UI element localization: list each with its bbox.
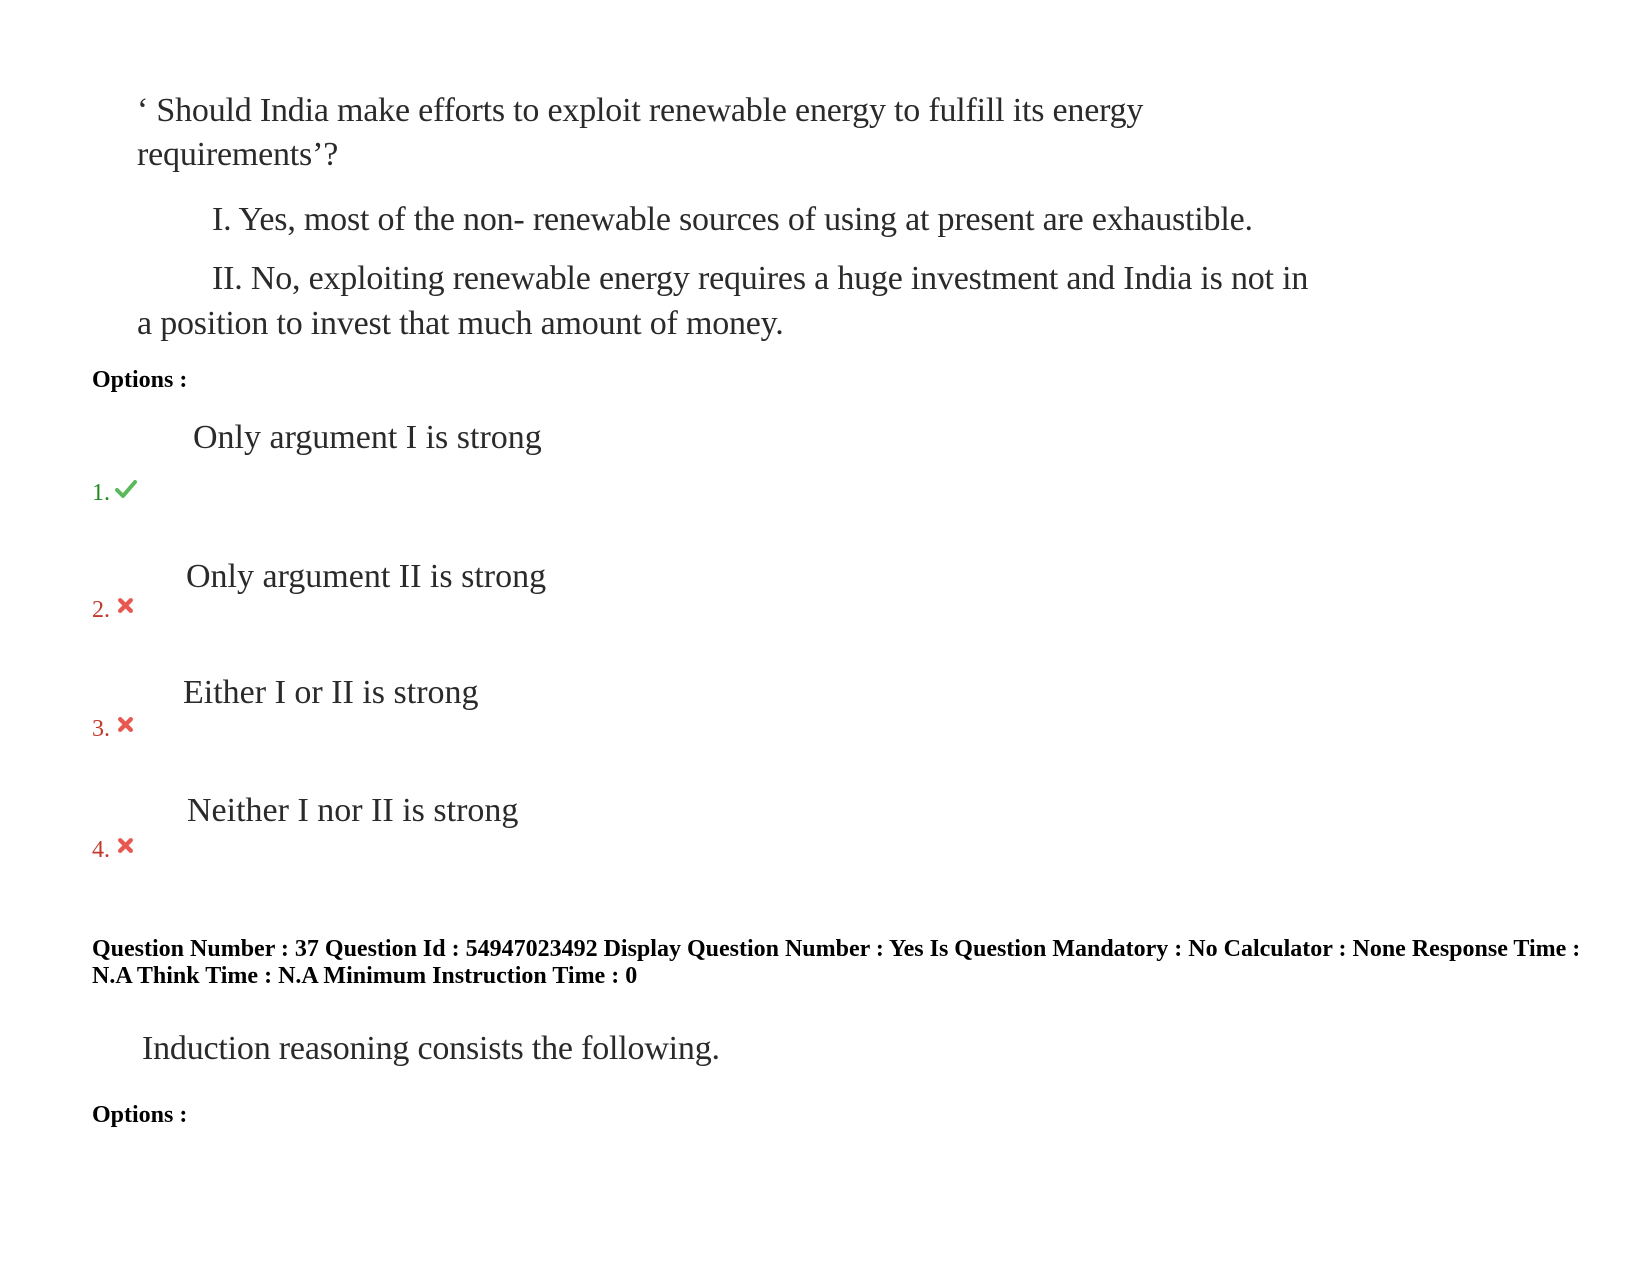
cross-icon <box>117 716 134 733</box>
cross-icon <box>117 837 134 854</box>
option-4-text: Neither I nor II is strong <box>187 792 519 829</box>
question-metadata: Question Number : 37 Question Id : 54947023492 Display Question Number : Yes Is Question Mandatory : No Calculator : None Response Time : N.A Think Time : N.A Minimum Instruction Time : 0 <box>92 936 1581 989</box>
question-stem: Induction reasoning consists the following. <box>142 1030 720 1067</box>
option-3-number: 3. <box>92 716 110 742</box>
argument-2-line1: II. No, exploiting renewable energy requires a huge investment and India is not in <box>212 260 1309 297</box>
options-label: Options : <box>92 367 188 393</box>
check-icon <box>115 478 137 500</box>
question-stem-line2: requirements’? <box>137 136 339 173</box>
option-1-text: Only argument I is strong <box>193 419 542 456</box>
cross-icon <box>117 597 134 614</box>
argument-2-line2: a position to invest that much amount of money. <box>137 305 784 342</box>
option-1-number: 1. <box>92 480 110 506</box>
option-4-number: 4. <box>92 837 110 863</box>
option-2-number: 2. <box>92 597 110 623</box>
option-3-text: Either I or II is strong <box>183 674 479 711</box>
question-stem-line1: ‘ Should India make efforts to exploit renewable energy to fulfill its energy <box>137 92 1144 129</box>
option-2-text: Only argument II is strong <box>186 558 547 595</box>
argument-1: I. Yes, most of the non- renewable sources of using at present are exhaustible. <box>212 201 1253 238</box>
options-label: Options : <box>92 1102 188 1128</box>
